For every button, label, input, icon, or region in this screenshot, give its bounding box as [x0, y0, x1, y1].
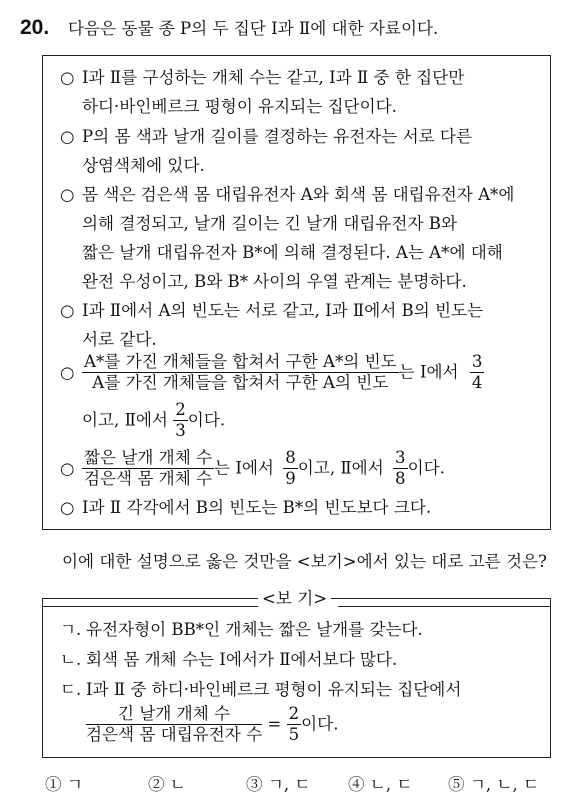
- question-stem: 다음은 동물 종 P의 두 집단 Ⅰ과 Ⅱ에 대한 자료이다.: [68, 19, 439, 38]
- data-item-3-cont1: 의해 결정되고, 날개 길이는 긴 날개 대립유전자 B와: [82, 214, 457, 233]
- data-item-1: ○ Ⅰ과 Ⅱ를 구성하는 개체 수는 같고, Ⅰ과 Ⅱ 중 한 집단만: [60, 68, 465, 87]
- data-item-7: ○ Ⅰ과 Ⅱ 각각에서 B의 빈도는 B*의 빈도보다 크다.: [60, 498, 432, 517]
- bogi-rule-left: [43, 606, 258, 607]
- data-item-5-cont: 이고, Ⅱ에서 $\frac{2}{3}$ 이다.: [82, 400, 226, 440]
- wing-value-2: $\frac{3}{8}$: [395, 448, 406, 488]
- ratio-value-1: $\frac{3}{4}$: [471, 352, 483, 392]
- formula-value: $\frac{2}{5}$: [288, 704, 300, 744]
- data-item-3-cont3: 완전 우성이고, B와 B* 사이의 우열 관계는 분명하다.: [82, 272, 467, 291]
- ratio-fraction: $\frac{\text{A*를 가진 개체들을 합쳐서 구한 A*의 빈도}}{\text{A를 가진 개체들을 합쳐서 구한 A의 빈도}}$: [84, 352, 397, 392]
- data-item-6: ○ $\frac{\text{짧은 날개 개체 수}}{\text{검은색 몸 개체 수}}$ 는 Ⅰ에서 $\frac{8}{9}$ 이고, Ⅱ에서 $\frac{3}{8}$ 이다.: [60, 448, 445, 488]
- question-number: 20.: [20, 16, 50, 39]
- data-item-4: ○ Ⅰ과 Ⅱ에서 A의 빈도는 서로 같고, Ⅰ과 Ⅱ에서 B의 빈도는: [60, 301, 484, 320]
- data-item-2: ○ P의 몸 색과 날개 길이를 결정하는 유전자는 서로 다른: [60, 127, 472, 146]
- data-item-3-cont2: 짧은 날개 대립유전자 B*에 의해 결정된다. A는 A*에 대해: [82, 243, 503, 262]
- choice-5[interactable]: ⑤ ㄱ, ㄴ, ㄷ: [448, 775, 540, 794]
- bogi-item-g: ㄱ. 유전자형이 BB*인 개체는 짧은 날개를 갖는다.: [60, 620, 423, 639]
- data-item-4-cont: 서로 같다.: [82, 330, 157, 349]
- bogi-title: <보 기>: [258, 589, 331, 609]
- ratio-value-2: $\frac{2}{3}$: [175, 400, 186, 440]
- choice-1[interactable]: ① ㄱ: [45, 775, 83, 794]
- wing-allele-fraction: $\frac{\text{긴 날개 개체 수}}{\text{검은색 몸 대립유전자 수}}$: [86, 704, 263, 744]
- data-item-2-cont: 상염색체에 있다.: [82, 156, 205, 175]
- choice-2[interactable]: ② ㄴ: [148, 775, 186, 794]
- data-item-3: ○ 몸 색은 검은색 몸 대립유전자 A와 회색 몸 대립유전자 A*에: [60, 185, 515, 204]
- bogi-item-n: ㄴ. 회색 몸 개체 수는 Ⅰ에서가 Ⅱ에서보다 많다.: [60, 650, 398, 669]
- wing-body-fraction: $\frac{\text{짧은 날개 개체 수}}{\text{검은색 몸 개체 수}}$: [84, 448, 213, 488]
- bogi-item-d: ㄷ. Ⅰ과 Ⅱ 중 하디·바인베르크 평형이 유지되는 집단에서: [60, 680, 462, 699]
- bogi-rule-right: [338, 606, 550, 607]
- wing-value-1: $\frac{8}{9}$: [285, 448, 296, 488]
- choice-3[interactable]: ③ ㄱ, ㄷ: [246, 775, 311, 794]
- choice-4[interactable]: ④ ㄴ, ㄷ: [348, 775, 413, 794]
- data-item-1-cont: 하디·바인베르크 평형이 유지되는 집단이다.: [82, 97, 397, 116]
- data-item-5: ○ $\frac{\text{A*를 가진 개체들을 합쳐서 구한 A*의 빈도}}{\text{A를 가진 개체들을 합쳐서 구한 A의 빈도}}$ 는 Ⅰ에서 $\frac{3}{4}$: [60, 352, 483, 392]
- bogi-item-d-formula: $\frac{\text{긴 날개 개체 수}}{\text{검은색 몸 대립유전자 수}}$ = $\frac{2}{5}$ 이다.: [86, 704, 339, 744]
- question-prompt: 이에 대한 설명으로 옳은 것만을 <보기>에서 있는 대로 고른 것은?: [62, 552, 547, 571]
